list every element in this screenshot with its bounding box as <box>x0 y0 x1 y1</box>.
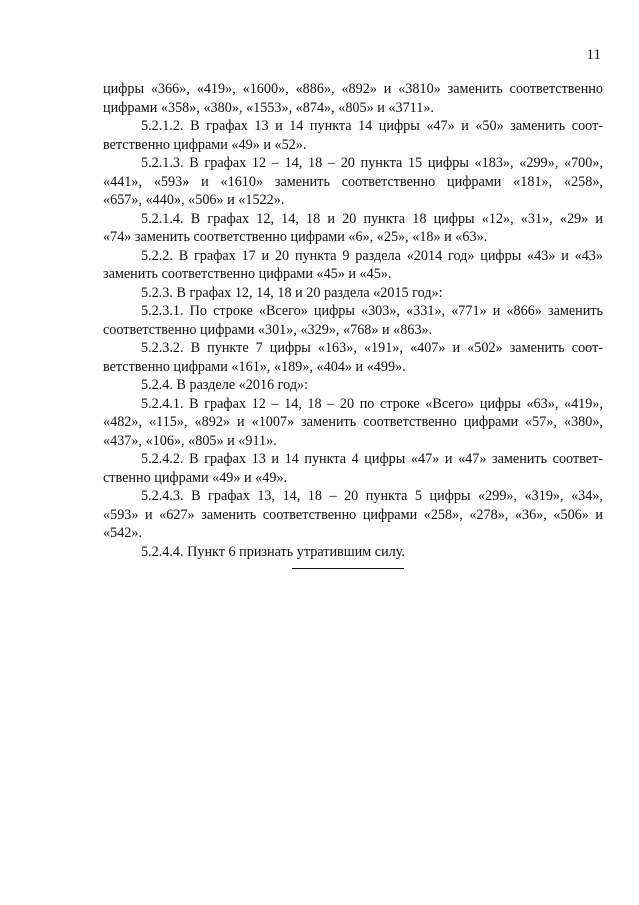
text-line: «437», «106», «805» и «911». <box>103 432 277 449</box>
document-body <box>103 80 603 561</box>
text-line: 5.2.4. В разделе «2016 год»: <box>141 377 309 393</box>
text-line: 5.2.4.3. В графах 13, 14, 18 – 20 пункта 5 цифры «299», «319», «34», <box>141 488 603 504</box>
text-line: 5.2.4.4. Пункт 6 признать утратившим силу. <box>141 543 405 560</box>
text-line: ветственно цифрами «161», «189», «404» и «499». <box>103 358 406 375</box>
text-line: 5.2.2. В графах 17 и 20 пункта 9 раздела «2014 год» цифры «43» и «43» <box>141 247 603 264</box>
text-line: «542». <box>103 525 143 541</box>
page-number: 11 <box>586 47 601 63</box>
text-line: «593» и «627» заменить соответственно цифрами «258», «278», «36», «506» и <box>103 506 603 523</box>
text-line: 5.2.4.1. В графах 12 – 14, 18 – 20 по строке «Всего» цифры «63», «419», <box>141 395 603 412</box>
text-line: «441», «593» и «1610» заменить соответственно цифрами «181», «258», <box>103 173 603 190</box>
text-line: цифрами «358», «380», «1553», «874», «805» и «3711». <box>103 99 434 116</box>
text-line: 5.2.1.3. В графах 12 – 14, 18 – 20 пункта 15 цифры «183», «299», «700», <box>141 155 603 171</box>
text-line: 5.2.1.4. В графах 12, 14, 18 и 20 пункта 18 цифры «12», «31», «29» и <box>141 210 603 227</box>
text-line: ственно цифрами «49» и «49». <box>103 469 288 486</box>
text-line: 5.2.4.2. В графах 13 и 14 пункта 4 цифры «47» и «47» заменить соответ- <box>141 451 603 467</box>
text-line: 5.2.3. В графах 12, 14, 18 и 20 раздела «2015 год»: <box>141 284 443 301</box>
text-line: «74» заменить соответственно цифрами «6», «25», «18» и «63». <box>103 229 488 245</box>
text-line: ветственно цифрами «49» и «52». <box>103 136 307 153</box>
text-line: 5.2.1.2. В графах 13 и 14 пункта 14 цифры «47» и «50» заменить соот- <box>141 118 603 134</box>
text-line: «657», «440», «506» и «1522». <box>103 192 285 208</box>
end-separator-line <box>292 568 404 569</box>
text-line: заменить соответственно цифрами «45» и «45». <box>103 266 392 282</box>
text-line: соответственно цифрами «301», «329», «768» и «863». <box>103 321 433 338</box>
text-line: цифры «366», «419», «1600», «886», «892» и «3810» заменить соответственно <box>103 81 603 97</box>
text-line: 5.2.3.2. В пункте 7 цифры «163», «191», «407» и «502» заменить соот- <box>141 340 603 356</box>
text-line: «482», «115», «892» и «1007» заменить соответственно цифрами «57», «380», <box>103 414 603 430</box>
text-line: 5.2.3.1. По строке «Всего» цифры «303», «331», «771» и «866» заменить <box>141 303 603 319</box>
